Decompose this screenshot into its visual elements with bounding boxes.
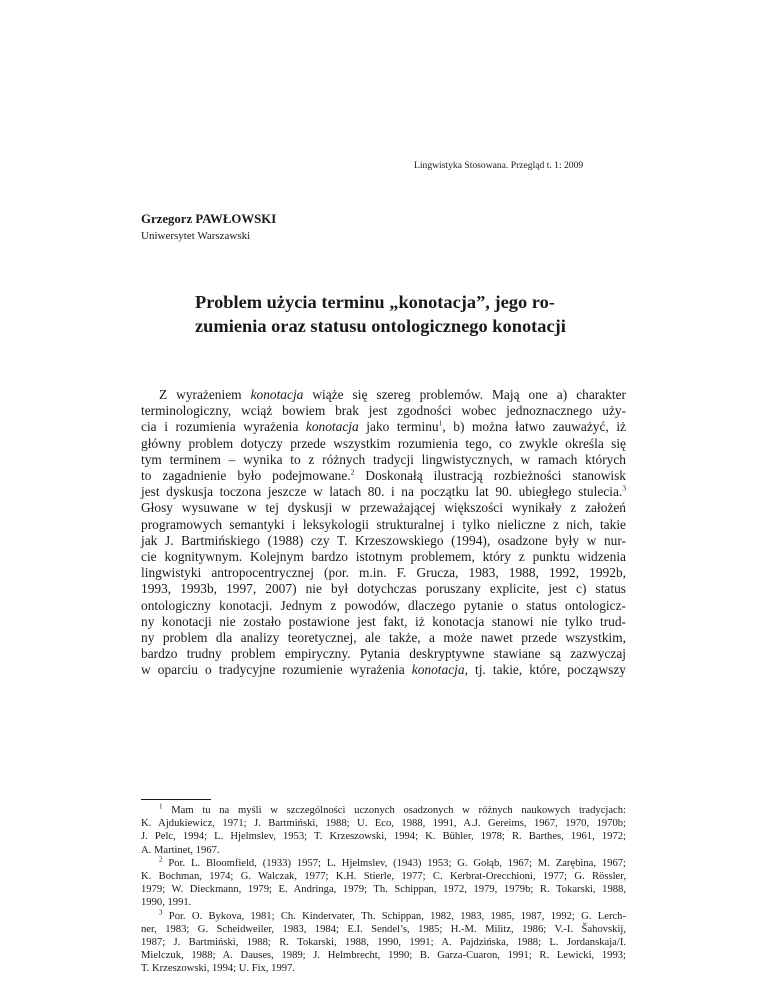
article-title bbox=[195, 290, 605, 338]
body-line: w oparciu o tradycyjne rozumienie wyrażenia konotacja, tj. takie, które, począwszy bbox=[141, 662, 626, 678]
author-first-name: Grzegorz bbox=[141, 212, 193, 226]
italic-term: konotacja bbox=[411, 662, 465, 678]
footnote-line bbox=[141, 910, 626, 923]
footnote-marker: 2 bbox=[350, 467, 355, 477]
body-line: ny problem dla analizy teoretycznej, ale także, a może nawet przede wszystkim, bbox=[141, 630, 626, 646]
footnote-line bbox=[141, 857, 626, 870]
body-line: główny problem dotyczy przede wszystkim rozumienia tego, co zwykle określa się bbox=[141, 435, 626, 451]
footnote-line bbox=[141, 896, 626, 909]
author-affiliation: Uniwersytet Warszawski bbox=[141, 230, 251, 242]
footnote-text: Mam tu na myśli w szczególności uczonych osadzonych w różnych naukowych tradycjach: bbox=[162, 805, 626, 816]
footnote-text: Mielczuk, 1988; A. Dauses, 1989; J. Helmbrecht, 1990; B. Garza-Cuaron, 1991; R. Lewicki, 1993; bbox=[141, 950, 626, 962]
footnote-line bbox=[141, 844, 626, 857]
footnote-number: 2 bbox=[159, 855, 163, 864]
footnote-text: T. Krzeszowski, 1994; U. Fix, 1997. bbox=[141, 963, 295, 975]
body-line: 1993, 1993b, 1997, 2007) nie był dotychczas poruszany explicite, jest c) status bbox=[141, 581, 626, 597]
title-line-1: Problem użycia terminu „konotacja”, jego ro- bbox=[195, 292, 555, 312]
footnote-text: Por. L. Bloomfield, (1933) 1957; L. Hjelmslev, (1943) 1953; G. Gołąb, 1967; M. Zarębina, 1967; bbox=[162, 857, 626, 869]
footnote-separator bbox=[141, 799, 211, 800]
footnote-line bbox=[141, 830, 626, 843]
italic-term: konotacja bbox=[250, 387, 304, 402]
body-line: programowych semantyki i leksykologii strukturalnej i tylko nieliczne z nich, takie bbox=[141, 516, 626, 532]
italic-term: konotacja bbox=[305, 419, 359, 435]
body-line: jest dyskusja toczona jeszcze w latach 80. i na początku lat 90. ubiegłego stulecia.$^3$ bbox=[141, 483, 626, 500]
body-line: Głosy wysuwane w tej dyskusji w przeważającej większości wynikały z założeń bbox=[141, 500, 626, 516]
footnote-text: A. Martinet, 1967. bbox=[141, 844, 220, 856]
body-line: Z wyrażeniem konotacja wiąże się szereg problemów. Mają one a) charakter bbox=[159, 387, 626, 402]
body-line: jak J. Bartmińskiego (1988) czy T. Krzeszowskiego (1994), osadzone były w nur- bbox=[141, 532, 626, 548]
footnote-line bbox=[141, 936, 626, 949]
footnote-line bbox=[141, 870, 626, 883]
author-name bbox=[141, 211, 276, 227]
body-line: ny konotacji nie zostało postawione jest fakt, iż konotacja stanowi nie tylko trud- bbox=[141, 613, 626, 629]
footnote-text: ner, 1983; G. Scheidweiler, 1983, 1984; E.I. Sendel’s, 1985; H.-M. Militz, 1986; V.-I. Šahovskij, bbox=[141, 923, 626, 935]
footnote-text: 1979; W. Dieckmann, 1979; E. Andringa, 1979; Th. Schippan, 1972, 1979, 1979b; R. Tokarski, 1988, bbox=[141, 884, 626, 896]
footnote-text: Por. O. Bykova, 1981; Ch. Kindervater, Th. Schippan, 1982, 1983, 1985, 1987, 1992; G. Lerch- bbox=[162, 910, 626, 922]
body-line: bardzo trudny problem empiryczny. Pytania deskryptywne stawiane są zazwyczaj bbox=[141, 646, 626, 662]
body-line: to zagadnienie było podejmowane.$^2$ Doskonałą ilustracją rozbieżności stanowisk bbox=[141, 467, 626, 484]
footnote-line bbox=[141, 804, 626, 817]
footnote-line bbox=[141, 923, 626, 936]
footnote-text: 1987; J. Bartmiński, 1988; R. Tokarski, 1988, 1990, 1991; A. Pajdzińska, 1988; L. Jordanskaja/I. bbox=[141, 937, 626, 949]
footnote-marker: 3 bbox=[622, 483, 626, 493]
footnote-line bbox=[141, 817, 626, 830]
body-line: ontologiczny konotacji. Jednym z powodów, dlaczego pytanie o status ontologicz- bbox=[141, 597, 626, 613]
footnote-text: J. Pelc, 1994; L. Hjelmslev, 1953; T. Krzeszowski, 1994; K. Bühler, 1978; R. Barthes, 1961, 1972; bbox=[141, 831, 626, 843]
body-line: cie kognitywnym. Kolejnym bardzo istotnym problemem, który z punktu widzenia bbox=[141, 549, 626, 565]
footnote-line bbox=[141, 883, 626, 896]
footnote-text: 1990, 1991. bbox=[141, 897, 192, 909]
title-line-2: zumienia oraz statusu ontologicznego konotacji bbox=[195, 316, 566, 336]
footnote-number: 3 bbox=[159, 908, 163, 917]
footnote-marker: 1 bbox=[438, 418, 443, 428]
footnotes bbox=[141, 804, 626, 976]
body-text bbox=[141, 387, 626, 679]
footnote-text: K. Ajdukiewicz, 1971; J. Bartmiński, 1988; U. Eco, 1988, 1991, A.J. Gereims, 1967, 1970, 1970b; bbox=[141, 818, 626, 830]
body-line: tym terminem – wynika to z różnych tradycji lingwistycznych, w ramach których bbox=[141, 451, 626, 467]
body-line: terminologiczny, wciąż bowiem brak jest zgodności wobec jednoznacznego uży- bbox=[141, 403, 626, 419]
footnote-number: 1 bbox=[159, 802, 163, 811]
journal-header: Lingwistyka Stosowana. Przegląd t. 1: 2009 bbox=[414, 160, 584, 171]
body-line: cia i rozumienia wyrażenia konotacja jako terminu$^1$, b) można łatwo zauważyć, iż bbox=[141, 418, 626, 435]
footnote-line bbox=[141, 949, 626, 962]
author-last-name: PAWŁOWSKI bbox=[195, 212, 277, 226]
footnote-line bbox=[141, 962, 626, 975]
body-line: lingwistyki antropocentrycznej (por. m.in. F. Grucza, 1983, 1988, 1992, 1992b, bbox=[141, 565, 626, 581]
author-block bbox=[141, 211, 276, 243]
footnote-text: K. Bochman, 1974; G. Walczak, 1977; K.H. Stierle, 1977; C. Kerbrat-Orecchioni, 1977; G. Rössler, bbox=[141, 871, 626, 883]
